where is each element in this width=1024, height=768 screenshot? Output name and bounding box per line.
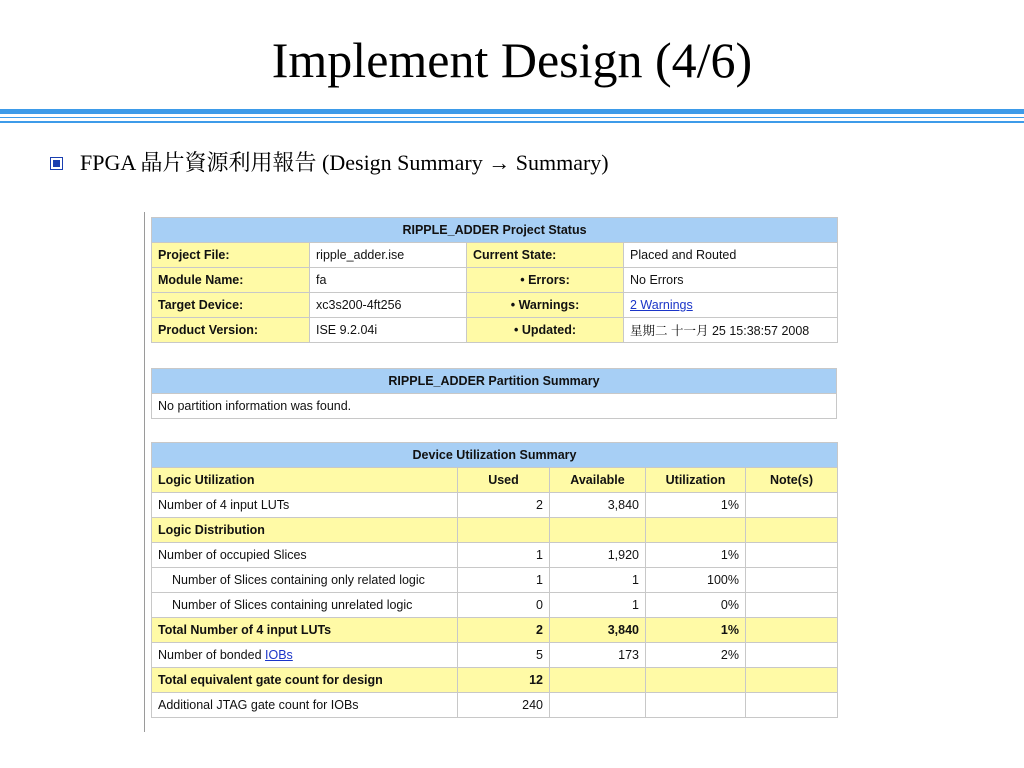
- available-cell: 1: [550, 593, 646, 618]
- notes-cell: [746, 568, 838, 593]
- col-header-available: Available: [550, 468, 646, 493]
- notes-cell: [746, 693, 838, 718]
- row-label: [152, 543, 458, 568]
- available-cell: [550, 518, 646, 543]
- available-cell: 1,920: [550, 543, 646, 568]
- available-cell: 3,840: [550, 618, 646, 643]
- current-state-label: Current State:: [467, 243, 624, 268]
- row-label-text: Number of bonded: [158, 648, 266, 662]
- design-summary-panel: [144, 212, 841, 732]
- title-divider-bottom: [0, 121, 1024, 123]
- table-row: [152, 543, 838, 568]
- project-file-value: ripple_adder.ise: [310, 243, 467, 268]
- device-utilization-body: [152, 493, 838, 718]
- updated-label: • Updated:: [467, 318, 624, 343]
- target-device-value: xc3s200-4ft256: [310, 293, 467, 318]
- partition-summary-table: [151, 368, 837, 419]
- utilization-cell: 100%: [646, 568, 746, 593]
- notes-cell: [746, 543, 838, 568]
- title-divider-thin: [0, 117, 1024, 118]
- project-status-title: RIPPLE_ADDER Project Status: [152, 218, 838, 243]
- table-row: [152, 568, 838, 593]
- used-cell: 2: [458, 493, 550, 518]
- row-label: [152, 593, 458, 618]
- available-cell: [550, 668, 646, 693]
- iobs-link[interactable]: IOBs: [265, 648, 293, 662]
- utilization-cell: 1%: [646, 618, 746, 643]
- utilization-cell: 1%: [646, 543, 746, 568]
- notes-cell: [746, 618, 838, 643]
- available-cell: [550, 693, 646, 718]
- available-cell: 173: [550, 643, 646, 668]
- notes-cell: [746, 643, 838, 668]
- row-label-text: Number of 4 input LUTs: [158, 498, 290, 512]
- table-row: [152, 243, 838, 268]
- used-cell: [458, 518, 550, 543]
- table-row: [152, 618, 838, 643]
- used-cell: 1: [458, 543, 550, 568]
- utilization-cell: 2%: [646, 643, 746, 668]
- table-row: [152, 643, 838, 668]
- module-name-label: Module Name:: [152, 268, 310, 293]
- utilization-cell: 1%: [646, 493, 746, 518]
- target-device-label: Target Device:: [152, 293, 310, 318]
- project-status-table: [151, 217, 838, 343]
- errors-value: No Errors: [624, 268, 838, 293]
- used-cell: 1: [458, 568, 550, 593]
- warnings-cell: [624, 293, 838, 318]
- product-version-value: ISE 9.2.04i: [310, 318, 467, 343]
- row-label: [152, 518, 458, 543]
- notes-cell: [746, 668, 838, 693]
- table-row: [152, 394, 837, 419]
- table-row: [152, 493, 838, 518]
- col-header-notes: Note(s): [746, 468, 838, 493]
- table-row: [152, 293, 838, 318]
- row-label-text: Total Number of 4 input LUTs: [158, 623, 332, 637]
- used-cell: 2: [458, 618, 550, 643]
- notes-cell: [746, 518, 838, 543]
- row-label: [152, 568, 458, 593]
- device-utilization-table: [151, 442, 838, 718]
- table-row: [152, 693, 838, 718]
- row-label-text: Number of Slices containing unrelated logic: [172, 598, 413, 612]
- table-row: [152, 593, 838, 618]
- module-name-value: fa: [310, 268, 467, 293]
- row-label: [152, 493, 458, 518]
- row-label-text: Additional JTAG gate count for IOBs: [158, 698, 359, 712]
- notes-cell: [746, 493, 838, 518]
- row-label: [152, 668, 458, 693]
- used-cell: 240: [458, 693, 550, 718]
- updated-value: 星期二 十一月 25 15:38:57 2008: [624, 318, 838, 343]
- partition-summary-title: RIPPLE_ADDER Partition Summary: [152, 369, 837, 394]
- available-cell: 1: [550, 568, 646, 593]
- table-row: [152, 668, 838, 693]
- device-utilization-title: Device Utilization Summary: [152, 443, 838, 468]
- table-row: [152, 318, 838, 343]
- table-row: [152, 268, 838, 293]
- notes-cell: [746, 593, 838, 618]
- utilization-cell: [646, 693, 746, 718]
- row-label-text: Number of occupied Slices: [158, 548, 307, 562]
- table-row: [152, 518, 838, 543]
- used-cell: 0: [458, 593, 550, 618]
- square-bullet-icon: [50, 157, 63, 170]
- warnings-link[interactable]: 2 Warnings: [630, 298, 693, 312]
- product-version-label: Product Version:: [152, 318, 310, 343]
- partition-summary-message: No partition information was found.: [152, 394, 837, 419]
- row-label: [152, 643, 458, 668]
- row-label: [152, 618, 458, 643]
- used-cell: 5: [458, 643, 550, 668]
- col-header-utilization: Utilization: [646, 468, 746, 493]
- row-label: [152, 693, 458, 718]
- used-cell: 12: [458, 668, 550, 693]
- errors-label: • Errors:: [467, 268, 624, 293]
- project-file-label: Project File:: [152, 243, 310, 268]
- warnings-label: • Warnings:: [467, 293, 624, 318]
- row-label-text: Number of Slices containing only related logic: [172, 573, 425, 587]
- slide-title: Implement Design (4/6): [271, 32, 753, 88]
- utilization-cell: [646, 518, 746, 543]
- bullet-text: FPGA 晶片資源利用報告 (Design Summary → Summary): [80, 150, 609, 175]
- current-state-value: Placed and Routed: [624, 243, 838, 268]
- row-label-text: Total equivalent gate count for design: [158, 673, 383, 687]
- col-header-used: Used: [458, 468, 550, 493]
- col-header-logic: Logic Utilization: [152, 468, 458, 493]
- available-cell: 3,840: [550, 493, 646, 518]
- utilization-cell: 0%: [646, 593, 746, 618]
- row-label-text: Logic Distribution: [158, 523, 265, 537]
- utilization-cell: [646, 668, 746, 693]
- bullet-point: [50, 150, 609, 176]
- title-divider-thick: [0, 109, 1024, 114]
